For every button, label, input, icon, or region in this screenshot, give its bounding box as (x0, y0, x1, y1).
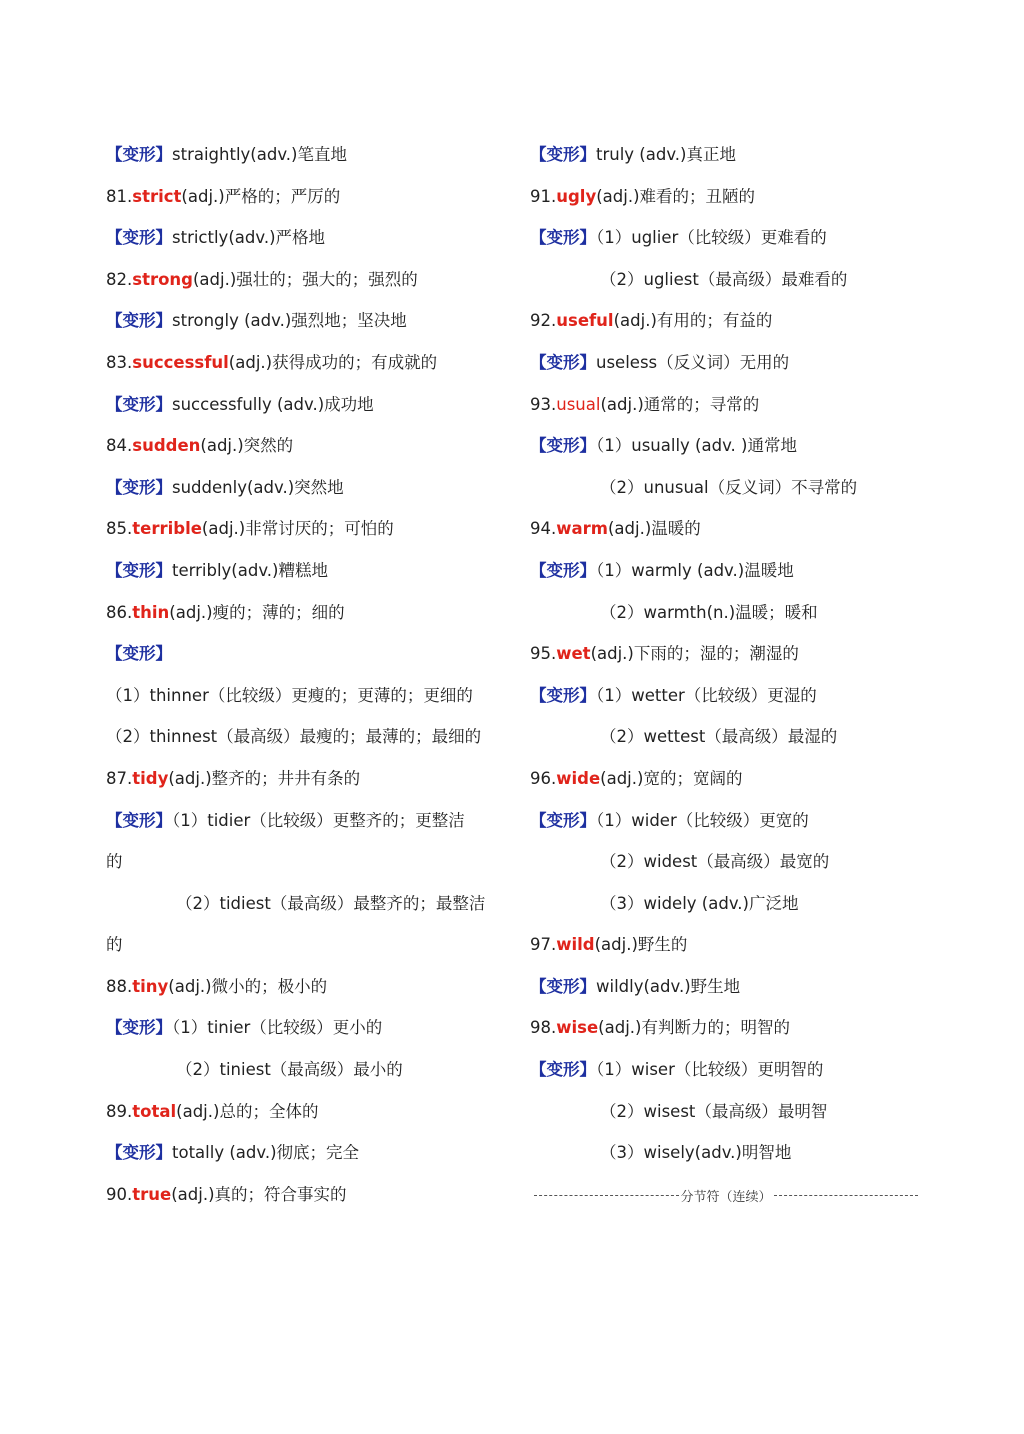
derivation-line (530, 425, 930, 467)
vocab-entry (530, 633, 930, 675)
derivation-subline (530, 1091, 930, 1133)
line-text: 的 (106, 852, 123, 872)
variant-tag: 【变形】 (106, 810, 172, 830)
derivation-line (530, 342, 930, 384)
entry-number: 94. (530, 519, 557, 539)
derivation-line (530, 800, 930, 842)
derivation-text: （1）wetter（比较级）更湿的 (596, 685, 817, 705)
derivation-line (106, 384, 506, 426)
derivation-subline (106, 883, 506, 925)
vocab-entry (106, 592, 506, 634)
derivation-line (106, 550, 506, 592)
definition: (adj.)严格的；严厉的 (181, 186, 341, 206)
entry-number: 84. (106, 436, 133, 456)
variant-tag: 【变形】 (106, 228, 172, 248)
entry-number: 96. (530, 768, 557, 788)
headword: successful (132, 352, 229, 372)
entry-number: 98. (530, 1018, 557, 1038)
entry-number: 85. (106, 519, 133, 539)
derivation-line (106, 300, 506, 342)
headword: sudden (132, 436, 201, 456)
entry-number: 95. (530, 644, 557, 664)
entry-number: 91. (530, 186, 557, 206)
headword: ugly (556, 186, 597, 206)
derivation-subline (530, 883, 930, 925)
derivation-line (106, 217, 506, 259)
vocab-entry (106, 1091, 506, 1133)
vocab-entry (530, 384, 930, 426)
derivation-text: （3）wisely(adv.)明智地 (600, 1143, 792, 1163)
headword: thin (132, 602, 170, 622)
headword: terrible (132, 519, 202, 539)
derivation-text: （1）wider（比较级）更宽的 (596, 810, 809, 830)
text-line (106, 716, 506, 758)
variant-tag: 【变形】 (530, 976, 596, 996)
variant-tag: 【变形】 (530, 560, 596, 580)
derivation-text: totally (adv.)彻底；完全 (172, 1143, 360, 1163)
headword: usual (556, 394, 601, 414)
variant-tag: 【变形】 (106, 145, 172, 164)
derivation-text: （1）usually (adv. )通常地 (596, 436, 797, 456)
vocab-entry (530, 176, 930, 218)
definition: (adj.)微小的；极小的 (168, 976, 328, 996)
headword: true (132, 1184, 172, 1204)
definition: (adj.)瘦的；薄的；细的 (169, 602, 345, 622)
entry-number: 93. (530, 394, 557, 414)
headword: total (132, 1101, 177, 1121)
derivation-text: strictly(adv.)严格地 (172, 228, 326, 248)
headword: tidy (132, 768, 169, 788)
variant-tag: 【变形】 (530, 810, 596, 830)
derivation-text: （1）tinier（比较级）更小的 (172, 1018, 383, 1038)
entry-number: 86. (106, 602, 133, 622)
derivation-line (106, 1007, 506, 1049)
vocab-entry (106, 1174, 506, 1216)
vocab-entry (530, 1007, 930, 1049)
derivation-line (530, 550, 930, 592)
derivation-subline (530, 592, 930, 634)
derivation-text: （1）tidier（比较级）更整齐的；更整洁 (172, 810, 465, 830)
derivation-line (530, 1049, 930, 1091)
derivation-text: （2）widest（最高级）最宽的 (600, 852, 830, 872)
vocab-entry (530, 300, 930, 342)
variant-tag: 【变形】 (530, 685, 596, 705)
right-column (530, 134, 930, 1174)
variant-tag: 【变形】 (106, 644, 172, 664)
line-text: （1）thinner（比较级）更瘦的；更薄的；更细的 (106, 685, 473, 705)
variant-tag: 【变形】 (106, 311, 172, 331)
variant-tag: 【变形】 (106, 394, 172, 414)
variant-tag: 【变形】 (106, 477, 172, 497)
definition: (adj.)突然的 (200, 436, 294, 456)
variant-tag: 【变形】 (106, 560, 172, 580)
vocab-entry (530, 508, 930, 550)
vocab-entry (106, 425, 506, 467)
left-column (106, 134, 506, 1215)
derivation-text: （2）tiniest（最高级）最小的 (176, 1060, 403, 1080)
vocab-entry (106, 508, 506, 550)
definition: (adj.)难看的；丑陋的 (596, 186, 756, 206)
derivation-line (106, 800, 506, 842)
definition: (adj.)通常的；寻常的 (600, 394, 760, 414)
derivation-text: （1）warmly (adv.)温暖地 (596, 560, 794, 580)
derivation-subline (530, 716, 930, 758)
derivation-text: （2）warmth(n.)温暖；暖和 (600, 602, 818, 622)
definition: (adj.)整齐的；井井有条的 (168, 768, 361, 788)
derivation-text: （1）wiser（比较级）更明智的 (596, 1060, 824, 1080)
section-break-dashes-right (774, 1195, 919, 1196)
derivation-line (530, 134, 930, 176)
derivation-line (106, 467, 506, 509)
derivation-text: straightly(adv.)笔直地 (172, 145, 347, 164)
vocab-entry (530, 924, 930, 966)
derivation-line (530, 217, 930, 259)
derivation-subline (530, 259, 930, 301)
entry-number: 81. (106, 186, 133, 206)
variant-tag: 【变形】 (530, 145, 596, 164)
headword: strong (132, 269, 193, 289)
derivation-text: （2）ugliest（最高级）最难看的 (600, 269, 848, 289)
headword: wide (556, 768, 601, 788)
derivation-text: wildly(adv.)野生地 (596, 976, 741, 996)
headword: useful (556, 311, 614, 331)
line-text: 的 (106, 935, 123, 955)
derivation-text: （3）widely (adv.)广泛地 (600, 893, 799, 913)
entry-number: 87. (106, 768, 133, 788)
vocab-entry (530, 758, 930, 800)
headword: wild (556, 935, 595, 955)
entry-number: 82. (106, 269, 133, 289)
text-line (106, 924, 506, 966)
definition: (adj.)获得成功的；有成就的 (228, 352, 438, 372)
section-break (534, 1182, 918, 1208)
derivation-text: （2）unusual（反义词）不寻常的 (600, 477, 858, 497)
definition: (adj.)宽的；宽阔的 (600, 768, 743, 788)
definition: (adj.)下雨的；湿的；潮湿的 (590, 644, 799, 664)
variant-tag: 【变形】 (530, 352, 596, 372)
section-break-label: 分节符（连续） (680, 1189, 772, 1205)
derivation-subline (530, 841, 930, 883)
variant-tag: 【变形】 (106, 1143, 172, 1163)
definition: (adj.)温暖的 (607, 519, 701, 539)
definition: (adj.)野生的 (594, 935, 688, 955)
derivation-text: useless（反义词）无用的 (596, 352, 790, 372)
variant-tag: 【变形】 (106, 1018, 172, 1038)
text-line (106, 675, 506, 717)
text-line (106, 841, 506, 883)
derivation-text: strongly (adv.)强烈地；坚决地 (172, 311, 407, 331)
headword: wet (556, 644, 591, 664)
definition: (adj.)真的；符合事实的 (171, 1184, 347, 1204)
headword: strict (132, 186, 182, 206)
definition: (adj.)总的；全体的 (176, 1101, 319, 1121)
headword: tiny (132, 976, 169, 996)
entry-number: 83. (106, 352, 133, 372)
variant-tag: 【变形】 (530, 436, 596, 456)
derivation-subline (530, 467, 930, 509)
derivation-text: （2）tidiest（最高级）最整齐的；最整洁 (176, 893, 486, 913)
headword: warm (556, 519, 608, 539)
vocab-entry (106, 342, 506, 384)
vocab-entry (106, 259, 506, 301)
vocab-entry (106, 966, 506, 1008)
derivation-text: suddenly(adv.)突然地 (172, 477, 344, 497)
derivation-text: terribly(adv.)糟糕地 (172, 560, 328, 580)
variant-tag: 【变形】 (530, 228, 596, 248)
definition: (adj.)非常讨厌的；可怕的 (201, 519, 394, 539)
entry-number: 97. (530, 935, 557, 955)
derivation-line (530, 675, 930, 717)
derivation-line (106, 1132, 506, 1174)
derivation-text: truly (adv.)真正地 (596, 145, 736, 164)
derivation-text: successfully (adv.)成功地 (172, 394, 374, 414)
derivation-line (530, 966, 930, 1008)
vocab-entry (106, 758, 506, 800)
derivation-text: （2）wettest（最高级）最湿的 (600, 727, 838, 747)
line-text: （2）thinnest（最高级）最瘦的；最薄的；最细的 (106, 727, 482, 747)
derivation-text: （1）uglier（比较级）更难看的 (596, 228, 827, 248)
entry-number: 89. (106, 1101, 133, 1121)
derivation-subline (530, 1132, 930, 1174)
entry-number: 90. (106, 1184, 133, 1204)
entry-number: 88. (106, 976, 133, 996)
definition: (adj.)有用的；有益的 (613, 311, 773, 331)
headword: wise (556, 1018, 599, 1038)
entry-number: 92. (530, 311, 557, 331)
derivation-line (106, 633, 506, 675)
definition: (adj.)强壮的；强大的；强烈的 (193, 269, 418, 289)
derivation-line (106, 134, 506, 176)
derivation-text: （2）wisest（最高级）最明智 (600, 1101, 828, 1121)
section-break-dashes-left (534, 1195, 679, 1196)
variant-tag: 【变形】 (530, 1060, 596, 1080)
derivation-subline (106, 1049, 506, 1091)
definition: (adj.)有判断力的；明智的 (598, 1018, 790, 1038)
vocab-entry (106, 176, 506, 218)
